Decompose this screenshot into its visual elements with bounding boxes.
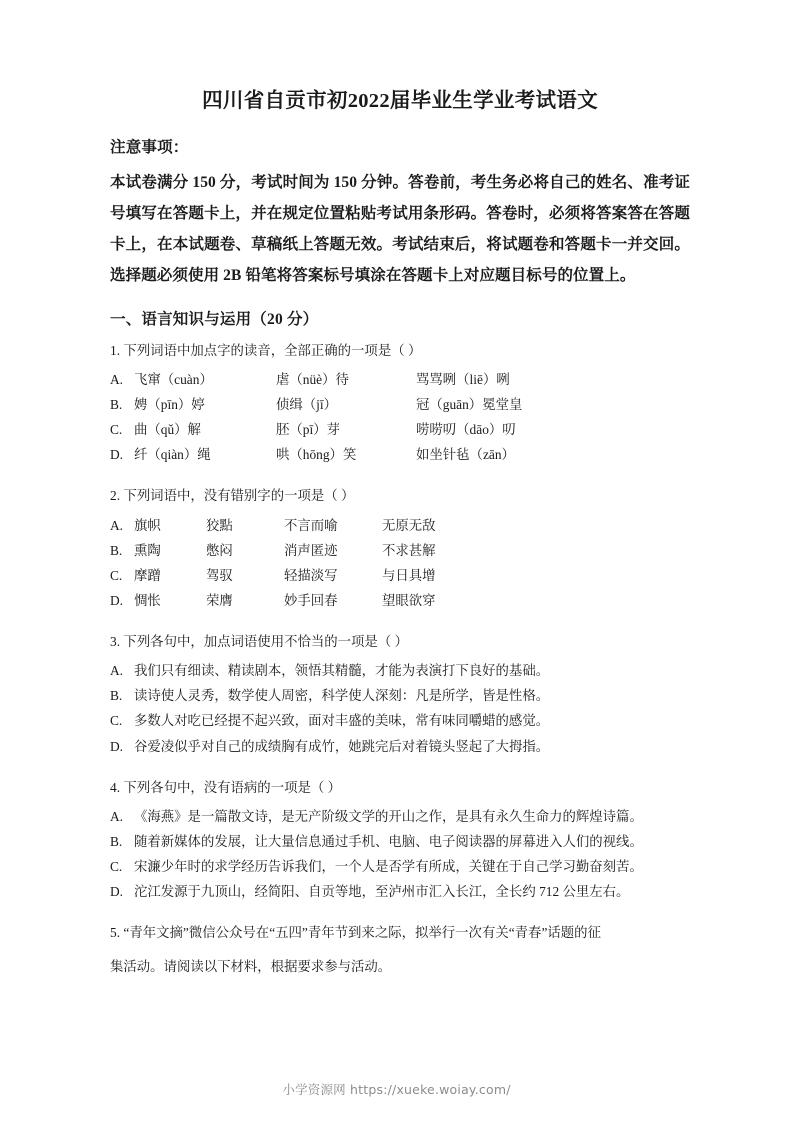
question-1-stem <box>110 339 690 362</box>
option-word-2: 荣膺 <box>206 592 233 608</box>
question-3-option-d[interactable] <box>110 735 690 758</box>
option-letter: A. <box>110 809 124 825</box>
spacer <box>110 614 690 620</box>
option-word-1: 旗帜 <box>134 517 161 533</box>
question-2-option-b[interactable] <box>110 539 690 562</box>
question-4-option-b[interactable] <box>110 830 690 853</box>
option-word-1: 惆怅 <box>134 592 161 608</box>
notice-body: 本试卷满分 150 分，考试时间为 150 分钟。答卷前，考生务必将自己的姓名、准考证号填写在答题卡上，并在规定位置粘贴考试用条形码。答卷时，必须将答案答在答题卡上，在本试题卷、草稿纸上答题无效。考试结束后，将试题卷和答题卡一并交回。选择题必须使用 2B 铅笔将答案标号填涂在答题卡上对应题目标号的位置上。 <box>110 173 690 284</box>
option-column-2: 胚（pī）芽 <box>276 422 340 438</box>
question-4-text: 下列各句中，没有语病的一项是（ ） <box>123 779 342 795</box>
option-column-3: 骂骂咧（liē）咧 <box>416 372 510 388</box>
question-5-stem-line-1 <box>110 921 690 944</box>
option-text: 读诗使人灵秀，数学使人周密，科学使人深刻：凡是所学，皆是性格。 <box>134 688 550 704</box>
option-letter: A. <box>110 372 124 388</box>
page-title: 四川省自贡市初2022届毕业生学业考试语文 <box>202 90 598 112</box>
question-3-option-b[interactable] <box>110 684 690 707</box>
question-5-number: 5. <box>110 925 121 941</box>
question-1-text: 下列词语中加点字的读音，全部正确的一项是（ ） <box>123 342 422 358</box>
option-text: 多数人对吃已经提不起兴致，面对丰盛的美味，常有味同嚼蜡的感觉。 <box>134 713 550 729</box>
option-text: 谷爱凌似乎对自己的成绩胸有成竹，她跳完后对着镜头竖起了大拇指。 <box>134 738 550 754</box>
question-2-text: 下列词语中，没有错别字的一项是（ ） <box>123 488 355 504</box>
option-column-1: 曲（qǔ）解 <box>134 422 201 438</box>
option-column-2: 侦缉（jī） <box>276 397 338 413</box>
option-column-2: 虐（nüè）待 <box>276 372 349 388</box>
option-column-2: 哄（hōng）笑 <box>276 447 357 463</box>
question-5-text-line-1: “青年文摘”微信公众号在“五四”青年节到来之际，拟举行一次有关“青春”话题的征 <box>123 925 601 941</box>
question-4-number: 4. <box>110 779 121 795</box>
option-word-4: 无原无敌 <box>382 517 436 533</box>
option-letter: D. <box>110 738 124 754</box>
question-1-option-b[interactable] <box>110 393 690 416</box>
question-2-stem <box>110 484 690 507</box>
option-column-1: 纤（qiàn）绳 <box>134 447 211 463</box>
option-word-3: 轻描淡写 <box>284 567 338 583</box>
question-4-option-d[interactable] <box>110 880 690 903</box>
question-2-option-c[interactable] <box>110 564 690 587</box>
option-word-2: 狡點 <box>206 517 233 533</box>
question-3-text: 下列各句中，加点词语使用不恰当的一项是（ ） <box>123 633 408 649</box>
question-3-number: 3. <box>110 633 121 649</box>
option-text: 宋濂少年时的求学经历告诉我们，一个人是否学有所成，关键在于自己学习勤奋刻苦。 <box>134 859 643 875</box>
option-word-2: 驾驭 <box>206 567 233 583</box>
option-word-4: 与日具增 <box>382 567 436 583</box>
spacer <box>110 905 690 911</box>
option-word-4: 望眼欲穿 <box>382 592 436 608</box>
option-word-3: 消声匿迹 <box>284 542 338 558</box>
section-heading-language-knowledge: 一、语言知识与运用（20 分） <box>110 310 319 328</box>
question-2-option-a[interactable] <box>110 514 690 537</box>
option-letter: B. <box>110 542 123 558</box>
option-word-2: 憋闷 <box>206 542 233 558</box>
option-column-1: 娉（pīn）婷 <box>134 397 205 413</box>
question-1-number: 1. <box>110 342 121 358</box>
footer-watermark: 小学资源网 https://xueke.woiay.com/ <box>282 1082 511 1097</box>
option-word-3: 不言而喻 <box>284 517 338 533</box>
question-4-stem <box>110 776 690 799</box>
option-column-1: 飞窜（cuàn） <box>134 372 213 388</box>
notice-label: 注意事项： <box>110 138 189 156</box>
option-word-1: 摩蹭 <box>134 567 161 583</box>
question-1-option-c[interactable] <box>110 418 690 441</box>
question-1-option-d[interactable] <box>110 443 690 466</box>
option-letter: C. <box>110 859 123 875</box>
option-letter: D. <box>110 592 124 608</box>
question-3-option-a[interactable] <box>110 659 690 682</box>
option-letter: B. <box>110 397 123 413</box>
question-3-option-c[interactable] <box>110 709 690 732</box>
option-text: 我们只有细读、精读剧本，领悟其精髓，才能为表演打下良好的基础。 <box>134 663 550 679</box>
option-column-3: 如坐针毡（zān） <box>416 447 515 463</box>
option-letter: B. <box>110 834 123 850</box>
option-column-3: 冠（guān）冕堂皇 <box>416 397 523 413</box>
option-word-3: 妙手回春 <box>284 592 338 608</box>
option-text: 随着新媒体的发展，让大量信息通过手机、电脑、电子阅读器的屏幕进入人们的视线。 <box>134 834 643 850</box>
question-2-option-d[interactable] <box>110 589 690 612</box>
option-letter: B. <box>110 688 123 704</box>
option-letter: C. <box>110 422 123 438</box>
option-letter: D. <box>110 884 124 900</box>
option-word-1: 熏陶 <box>134 542 161 558</box>
option-column-3: 唠唠叨（dāo）叨 <box>416 422 516 438</box>
option-letter: C. <box>110 713 123 729</box>
spacer <box>110 760 690 766</box>
option-letter: A. <box>110 517 124 533</box>
spacer <box>110 468 690 474</box>
question-3-stem <box>110 630 690 653</box>
question-5-stem-line-2: 集活动。请阅读以下材料，根据要求参与活动。 <box>110 958 392 974</box>
question-1-option-a[interactable] <box>110 368 690 391</box>
option-text: 沱江发源于九顶山，经简阳、自贡等地，至泸州市汇入长江，全长约 712 公里左右。 <box>134 884 630 900</box>
option-text: 《海燕》是一篇散文诗，是无产阶级文学的开山之作，是具有永久生命力的辉煌诗篇。 <box>134 809 643 825</box>
document-content <box>110 88 690 984</box>
question-4-option-c[interactable] <box>110 855 690 878</box>
option-word-4: 不求甚解 <box>382 542 436 558</box>
question-4-option-a[interactable] <box>110 805 690 828</box>
question-2-number: 2. <box>110 488 121 504</box>
option-letter: D. <box>110 447 124 463</box>
option-letter: A. <box>110 663 124 679</box>
option-letter: C. <box>110 567 123 583</box>
